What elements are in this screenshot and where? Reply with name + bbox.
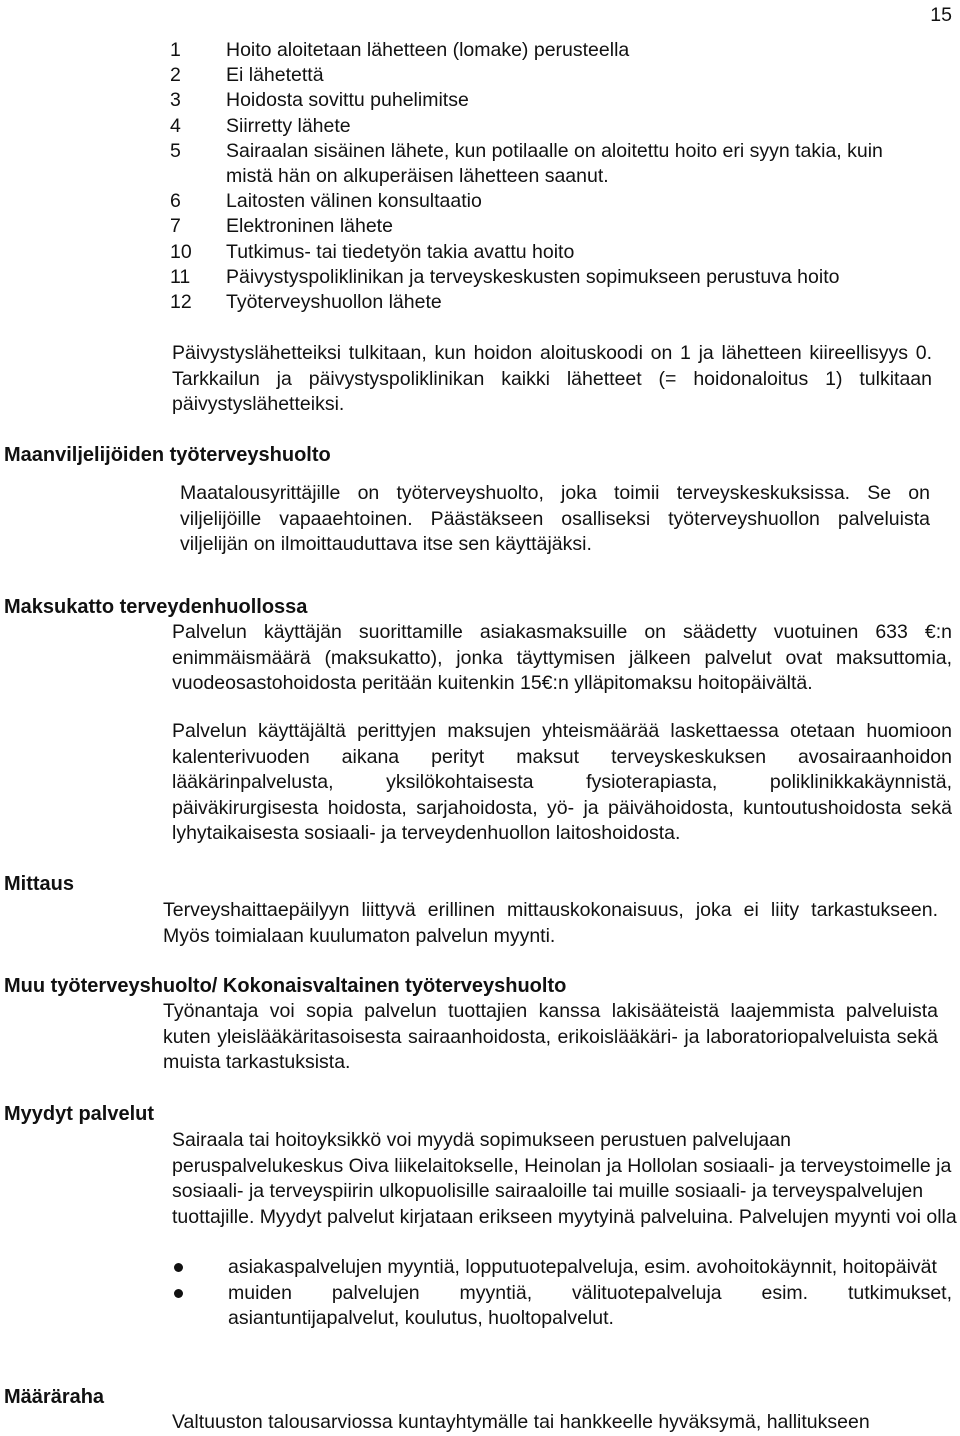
payment-ceiling-text-2: Palvelun käyttäjältä perittyjen maksujen yhteismäärää laskettaessa otetaan huomioon kalenterivuoden aikana perityt maksut terveyskeskuksen avosairaanhoidon lääkärinpalvelusta, yksilökohtaisesta fysioterapiasta, poliklinikkakäynnistä, päiväkirurgisesta hoidosta, sarjahoidosta, yö- ja päivähoidosta, kuntoutushoidosta sekä lyhytaikaisesta sosiaali- ja terveydenhuollon laitoshoidosta.: [172, 720, 952, 844]
list-item: [0, 63, 926, 88]
code-description: Tutkimus- tai tiedetyön takia avattu hoito: [226, 240, 575, 263]
code-description: Päivystyspoliklinikan ja terveyskeskusten sopimukseen perustuva hoito: [226, 265, 840, 288]
code-description: Laitosten välinen konsultaatio: [226, 190, 482, 213]
code-description: Työterveyshuollon lähete: [226, 291, 442, 314]
code-number: 12: [170, 291, 192, 314]
code-description: Hoito aloitetaan lähetteen (lomake) perusteella: [226, 39, 630, 61]
list-item: [0, 38, 926, 63]
code-description: Ei lähetettä: [226, 64, 324, 87]
farmers-occupational-health-text: Maatalousyrittäjille on työterveyshuolto, joka toimii terveyskeskuksissa. Se on viljelijöille vapaaehtoinen. Päästäkseen osalliseksi työterveyshuollon palveluista viljelijän on ilmoittauduttava itse sen käyttäjäksi.: [180, 482, 930, 555]
page-number: 15: [930, 4, 952, 26]
sold-services-text: Sairaala tai hoitoyksikkö voi myydä sopimukseen perustuen palvelujaan peruspalvelukeskus Oiva liikelaitokselle, Heinolan ja Hollolan sosiaali- ja terveystoimelle ja sosiaali- ja terveyspiirin ulkopuolisille sairaaloille tai muille sosiaali- ja terveyspalvelujen tuottajille. Myydyt palvelut kirjataan erikseen myytyinä palveluina. Palvelujen myynti voi olla: [172, 1129, 957, 1228]
heading-farmers-occupational-health: Maanviljelijöiden työterveyshuolto: [4, 444, 331, 466]
sold-services-bullet-list: [172, 1255, 952, 1332]
heading-measurement: Mittaus: [4, 873, 74, 895]
bullet-text: asiakaspalvelujen myyntiä, lopputuotepalveluja, esim. avohoitokäynnit, hoitopäivät: [228, 1256, 937, 1278]
measurement-text: Terveyshaittaepäilyyn liittyvä erillinen mittauskokonaisuus, joka ei liity tarkastukseen. Myös toimialaan kuulumaton palvelun myynti.: [163, 899, 938, 947]
list-item: [0, 139, 926, 189]
list-item: [0, 240, 926, 265]
code-number: 1: [170, 39, 181, 61]
code-number: 6: [170, 190, 181, 213]
code-number: 5: [170, 139, 181, 162]
code-number: 10: [170, 240, 192, 263]
heading-other-occupational-health: Muu työterveyshuolto/ Kokonaisvaltainen työterveyshuolto: [4, 975, 567, 997]
code-number: 3: [170, 89, 181, 112]
code-description: Elektroninen lähete: [226, 215, 393, 238]
list-item: [0, 214, 926, 239]
emergency-referral-note: Päivystyslähetteiksi tulkitaan, kun hoidon aloituskoodi on 1 ja lähetteen kiireellisyys 0. Tarkkailun ja päivystyspoliklinikan kaikki lähetteet (= hoidonaloitus 1) tulkitaan päivystyslähetteiksi.: [172, 342, 932, 415]
heading-appropriation: Määräraha: [4, 1386, 105, 1408]
other-occupational-health-text: Työnantaja voi sopia palvelun tuottajien kanssa lakisääteistä laajemmista palveluista kuten yleislääkäritasoisesta sairaanhoidosta, erikoislääkäri- ja laboratoriopalveluista sekä muista tarkastuksista.: [163, 1000, 938, 1073]
code-number: 11: [170, 265, 191, 288]
bullet-icon: [172, 1255, 228, 1281]
appropriation-text: Valtuuston talousarviossa kuntayhtymälle tai hankkeelle hyväksymä, hallitukseen: [172, 1411, 870, 1433]
payment-ceiling-text-1: Palvelun käyttäjän suorittamille asiakasmaksuille on säädetty vuotuinen 633 €:n enimmäismäärä (maksukatto), jonka täyttymisen jälkeen palvelut ovat maksuttomia, vuodeosastohoidosta peritään kuitenkin 15€:n ylläpitomaksu hoitopäivältä.: [172, 621, 952, 694]
list-item: [172, 1255, 952, 1281]
list-item: [0, 290, 926, 315]
heading-sold-services: Myydyt palvelut: [4, 1103, 155, 1125]
heading-payment-ceiling: Maksukatto terveydenhuollossa: [4, 596, 308, 618]
code-number: 4: [170, 114, 181, 137]
list-item: [0, 265, 926, 290]
code-number: 2: [170, 64, 181, 87]
bullet-text: muiden palvelujen myyntiä, välituotepalveluja esim. tutkimukset, asiantuntijapalvelut, koulutus, huoltopalvelut.: [228, 1281, 952, 1329]
list-item: [0, 189, 926, 214]
code-description: Hoidosta sovittu puhelimitse: [226, 89, 469, 112]
bullet-icon: [172, 1281, 228, 1332]
referral-code-list: [0, 38, 926, 315]
code-description: Sairaalan sisäinen lähete, kun potilaalle on aloitettu hoito eri syyn takia, kuin mistä hän on alkuperäisen lähetteen saanut.: [226, 139, 883, 188]
code-number: 7: [170, 215, 181, 238]
list-item: [0, 114, 926, 139]
list-item: [172, 1281, 952, 1332]
list-item: [0, 88, 926, 113]
code-description: Siirretty lähete: [226, 114, 351, 137]
